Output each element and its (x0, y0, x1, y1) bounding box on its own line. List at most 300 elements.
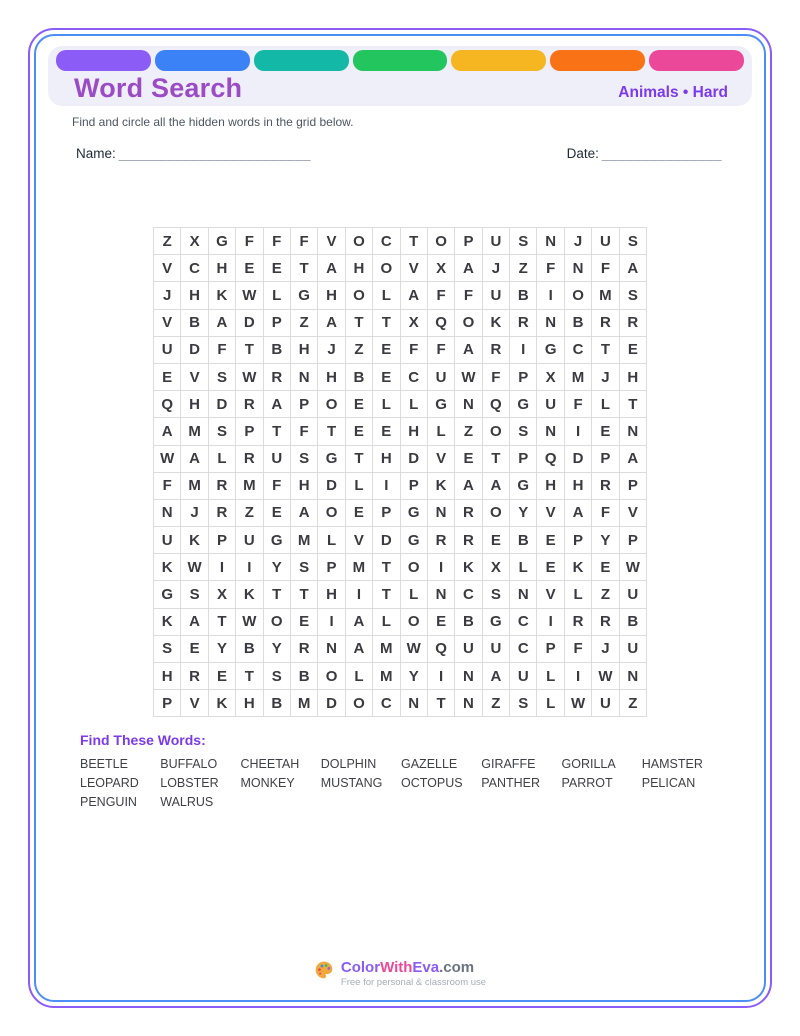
grid-cell: A (291, 500, 318, 527)
grid-cell: D (181, 337, 208, 364)
grid-cell: G (154, 581, 181, 608)
grid-cell: L (537, 690, 564, 717)
grid-cell: P (373, 500, 400, 527)
grid-cell: O (455, 310, 482, 337)
grid-cell: R (236, 391, 263, 418)
grid-cell: K (236, 581, 263, 608)
grid-cell: C (401, 364, 428, 391)
grid-cell: G (510, 473, 537, 500)
grid-cell: J (565, 228, 592, 255)
grid-cell: A (346, 609, 373, 636)
grid-cell: S (154, 636, 181, 663)
grid-cell: L (428, 418, 455, 445)
grid-cell: I (537, 282, 564, 309)
grid-cell: U (154, 527, 181, 554)
word-item: PANTHER (481, 776, 541, 791)
brand-part-eva: Eva (412, 959, 440, 976)
grid-cell: V (620, 500, 647, 527)
rainbow-segment (550, 50, 645, 71)
grid-cell: O (428, 228, 455, 255)
grid-cell: H (318, 581, 345, 608)
grid-cell: T (483, 446, 510, 473)
grid-cell: P (291, 391, 318, 418)
grid-cell: W (620, 554, 647, 581)
puzzle-grid-container (36, 227, 764, 717)
grid-cell: T (373, 554, 400, 581)
grid-cell: A (318, 255, 345, 282)
grid-cell: A (483, 663, 510, 690)
grid-cell: F (236, 228, 263, 255)
grid-cell: T (428, 690, 455, 717)
grid-cell: Z (620, 690, 647, 717)
grid-cell: R (592, 473, 619, 500)
word-item: MUSTANG (320, 776, 383, 791)
grid-cell: A (181, 609, 208, 636)
grid-cell: W (154, 446, 181, 473)
grid-cell: P (401, 473, 428, 500)
grid-cell: N (565, 255, 592, 282)
grid-cell: L (510, 554, 537, 581)
grid-cell: F (264, 473, 291, 500)
grid-cell: E (373, 337, 400, 364)
grid-cell: J (318, 337, 345, 364)
grid-cell: V (154, 310, 181, 337)
grid-cell: J (154, 282, 181, 309)
grid-cell: H (181, 391, 208, 418)
grid-cell: T (373, 310, 400, 337)
grid-cell: T (592, 337, 619, 364)
grid-cell: O (346, 282, 373, 309)
grid-cell: V (401, 255, 428, 282)
grid-cell: S (291, 554, 318, 581)
grid-cell: R (510, 310, 537, 337)
date-field (567, 146, 722, 161)
grid-cell: Q (428, 310, 455, 337)
grid-cell: N (510, 581, 537, 608)
category-difficulty-label (618, 84, 728, 102)
grid-cell: Q (154, 391, 181, 418)
grid-cell: Z (154, 228, 181, 255)
footer (36, 959, 764, 988)
footer-tagline: Free for personal & classroom use (340, 977, 487, 988)
grid-cell: B (620, 609, 647, 636)
word-item: GORILLA (561, 757, 616, 772)
grid-cell: T (236, 663, 263, 690)
grid-cell: K (154, 554, 181, 581)
grid-cell: I (209, 554, 236, 581)
grid-cell: Z (346, 337, 373, 364)
grid-cell: E (373, 418, 400, 445)
grid-cell: C (373, 690, 400, 717)
grid-cell: Y (264, 554, 291, 581)
grid-cell: H (291, 473, 318, 500)
grid-cell: R (592, 310, 619, 337)
word-item: WALRUS (160, 795, 214, 810)
grid-cell: T (264, 418, 291, 445)
grid-cell: V (181, 690, 208, 717)
grid-cell: U (483, 228, 510, 255)
grid-cell: H (346, 255, 373, 282)
grid-cell: P (537, 636, 564, 663)
grid-cell: G (483, 609, 510, 636)
grid-cell: V (318, 228, 345, 255)
grid-cell: R (483, 337, 510, 364)
word-item: CHEETAH (240, 757, 300, 772)
grid-cell: Z (455, 418, 482, 445)
grid-cell: W (236, 282, 263, 309)
grid-cell: P (209, 527, 236, 554)
grid-cell: D (209, 391, 236, 418)
grid-cell: K (209, 690, 236, 717)
grid-cell: H (318, 364, 345, 391)
grid-cell: N (291, 364, 318, 391)
grid-cell: I (510, 337, 537, 364)
grid-cell: U (620, 581, 647, 608)
grid-cell: Y (209, 636, 236, 663)
grid-cell: K (154, 609, 181, 636)
grid-cell: L (373, 391, 400, 418)
grid-cell: P (592, 446, 619, 473)
grid-cell: N (455, 690, 482, 717)
grid-cell: Z (236, 500, 263, 527)
grid-cell: S (620, 228, 647, 255)
rainbow-segment (649, 50, 744, 71)
grid-cell: L (401, 391, 428, 418)
grid-cell: H (565, 473, 592, 500)
grid-cell: W (236, 364, 263, 391)
grid-cell: O (483, 500, 510, 527)
grid-cell: R (455, 500, 482, 527)
word-item: GAZELLE (401, 757, 458, 772)
grid-cell: M (592, 282, 619, 309)
grid-cell: E (209, 663, 236, 690)
grid-cell: F (209, 337, 236, 364)
grid-cell: L (592, 391, 619, 418)
grid-cell: U (510, 663, 537, 690)
word-item: PENGUIN (80, 795, 137, 810)
name-field (76, 146, 311, 161)
rainbow-segment (56, 50, 151, 71)
grid-cell: H (620, 364, 647, 391)
grid-cell: U (592, 228, 619, 255)
grid-cell: S (510, 690, 537, 717)
grid-cell: E (236, 255, 263, 282)
grid-cell: E (346, 391, 373, 418)
grid-cell: W (455, 364, 482, 391)
worksheet-inner-frame (34, 34, 766, 1002)
grid-cell: P (154, 690, 181, 717)
grid-cell: F (565, 636, 592, 663)
grid-cell: R (592, 609, 619, 636)
grid-cell: A (565, 500, 592, 527)
grid-cell: M (373, 663, 400, 690)
grid-cell: A (455, 473, 482, 500)
grid-cell: D (373, 527, 400, 554)
grid-cell: E (592, 554, 619, 581)
grid-cell: U (483, 282, 510, 309)
grid-cell: S (483, 581, 510, 608)
grid-cell: N (537, 310, 564, 337)
grid-cell: S (620, 282, 647, 309)
grid-cell: R (209, 473, 236, 500)
grid-cell: D (318, 690, 345, 717)
grid-cell: J (483, 255, 510, 282)
grid-cell: T (291, 255, 318, 282)
grid-cell: R (209, 500, 236, 527)
grid-cell: F (592, 500, 619, 527)
grid-cell: V (428, 446, 455, 473)
grid-cell: F (455, 282, 482, 309)
grid-cell: H (154, 663, 181, 690)
grid-cell: F (264, 228, 291, 255)
grid-cell: M (565, 364, 592, 391)
grid-cell: H (318, 282, 345, 309)
grid-cell: V (537, 581, 564, 608)
rainbow-segment (451, 50, 546, 71)
date-label: Date: (566, 146, 599, 161)
grid-cell: A (181, 446, 208, 473)
grid-cell: A (401, 282, 428, 309)
grid-cell: A (318, 310, 345, 337)
grid-cell: I (373, 473, 400, 500)
name-blank-line: ________________________ (118, 146, 311, 161)
grid-cell: P (620, 527, 647, 554)
grid-cell: O (401, 609, 428, 636)
grid-cell: P (318, 554, 345, 581)
grid-cell: P (620, 473, 647, 500)
grid-cell: I (565, 418, 592, 445)
grid-cell: P (565, 527, 592, 554)
grid-cell: F (592, 255, 619, 282)
grid-cell: E (264, 500, 291, 527)
grid-cell: I (537, 609, 564, 636)
grid-cell: T (318, 418, 345, 445)
grid-cell: N (620, 418, 647, 445)
grid-cell: E (264, 255, 291, 282)
grid-cell: L (209, 446, 236, 473)
word-list-title: Find These Words: (80, 732, 206, 749)
grid-cell: L (346, 473, 373, 500)
grid-cell: T (620, 391, 647, 418)
grid-cell: R (236, 446, 263, 473)
grid-cell: D (565, 446, 592, 473)
grid-cell: B (510, 527, 537, 554)
grid-cell: A (620, 255, 647, 282)
grid-cell: U (236, 527, 263, 554)
grid-cell: U (154, 337, 181, 364)
grid-cell: O (483, 418, 510, 445)
grid-cell: S (264, 663, 291, 690)
grid-cell: E (592, 418, 619, 445)
grid-cell: A (483, 473, 510, 500)
grid-cell: M (181, 473, 208, 500)
grid-cell: E (537, 527, 564, 554)
grid-cell: P (236, 418, 263, 445)
grid-cell: C (455, 581, 482, 608)
word-item: PELICAN (641, 776, 696, 791)
brand-part-with: With (380, 959, 413, 976)
grid-cell: U (483, 636, 510, 663)
grid-cell: X (401, 310, 428, 337)
grid-cell: M (236, 473, 263, 500)
grid-cell: L (264, 282, 291, 309)
grid-cell: M (291, 690, 318, 717)
grid-cell: A (455, 255, 482, 282)
grid-cell: Z (291, 310, 318, 337)
grid-cell: U (264, 446, 291, 473)
header-row (56, 71, 744, 105)
brand-tld: .com (439, 959, 475, 976)
grid-cell: H (373, 446, 400, 473)
grid-cell: Y (264, 636, 291, 663)
grid-cell: A (346, 636, 373, 663)
grid-cell: W (236, 609, 263, 636)
grid-cell: W (401, 636, 428, 663)
grid-cell: N (428, 500, 455, 527)
grid-cell: B (264, 690, 291, 717)
grid-cell: U (428, 364, 455, 391)
grid-cell: M (291, 527, 318, 554)
grid-cell: M (181, 418, 208, 445)
grid-cell: U (537, 391, 564, 418)
grid-cell: E (537, 554, 564, 581)
grid-cell: D (401, 446, 428, 473)
grid-cell: N (455, 663, 482, 690)
grid-cell: T (264, 581, 291, 608)
grid-cell: E (291, 609, 318, 636)
grid-cell: Z (510, 255, 537, 282)
rainbow-bar (56, 50, 744, 71)
grid-cell: N (537, 418, 564, 445)
grid-cell: Y (401, 663, 428, 690)
grid-cell: N (620, 663, 647, 690)
palette-icon (314, 960, 334, 980)
word-item: BEETLE (80, 757, 128, 772)
grid-cell: B (236, 636, 263, 663)
grid-cell: F (428, 337, 455, 364)
word-item: GIRAFFE (481, 757, 536, 772)
difficulty-label: Hard (692, 84, 728, 101)
grid-cell: A (620, 446, 647, 473)
name-label: Name: (76, 146, 116, 161)
grid-cell: L (537, 663, 564, 690)
word-item: BUFFALO (160, 757, 218, 772)
header-band (48, 46, 752, 106)
word-item: OCTOPUS (401, 776, 463, 791)
grid-cell: L (373, 282, 400, 309)
grid-cell: C (181, 255, 208, 282)
brand-part-color: Color (340, 959, 381, 976)
grid-cell: R (181, 663, 208, 690)
grid-cell: S (209, 364, 236, 391)
grid-cell: E (620, 337, 647, 364)
grid-cell: I (565, 663, 592, 690)
grid-cell: V (537, 500, 564, 527)
grid-cell: L (401, 581, 428, 608)
grid-cell: J (181, 500, 208, 527)
grid-cell: Z (483, 690, 510, 717)
grid-cell: F (537, 255, 564, 282)
grid-cell: Z (592, 581, 619, 608)
grid-cell: G (428, 391, 455, 418)
instructions-text: Find and circle all the hidden words in the grid below. (72, 115, 354, 129)
grid-cell: G (209, 228, 236, 255)
grid-cell: S (209, 418, 236, 445)
grid-cell: T (373, 581, 400, 608)
grid-cell: K (181, 527, 208, 554)
grid-cell: F (154, 473, 181, 500)
grid-cell: H (236, 690, 263, 717)
grid-cell: N (154, 500, 181, 527)
grid-cell: H (181, 282, 208, 309)
grid-cell: E (483, 527, 510, 554)
grid-cell: V (154, 255, 181, 282)
grid-cell: G (537, 337, 564, 364)
category-label: Animals (618, 84, 679, 101)
grid-cell: E (346, 500, 373, 527)
grid-cell: D (236, 310, 263, 337)
grid-cell: F (483, 364, 510, 391)
grid-cell: E (373, 364, 400, 391)
grid-cell: X (428, 255, 455, 282)
word-item: LEOPARD (80, 776, 139, 791)
grid-cell: G (510, 391, 537, 418)
grid-cell: N (318, 636, 345, 663)
grid-cell: O (318, 391, 345, 418)
grid-cell: K (428, 473, 455, 500)
grid-cell: R (428, 527, 455, 554)
grid-cell: E (428, 609, 455, 636)
name-date-row (76, 146, 722, 161)
grid-cell: A (455, 337, 482, 364)
grid-cell: B (346, 364, 373, 391)
grid-cell: X (181, 228, 208, 255)
rainbow-segment (254, 50, 349, 71)
grid-cell: F (401, 337, 428, 364)
grid-cell: A (209, 310, 236, 337)
word-item: MONKEY (240, 776, 295, 791)
grid-cell: V (346, 527, 373, 554)
grid-cell: W (565, 690, 592, 717)
worksheet-card (28, 28, 772, 1008)
grid-cell: C (510, 636, 537, 663)
grid-cell: I (318, 609, 345, 636)
grid-cell: U (620, 636, 647, 663)
grid-cell: K (455, 554, 482, 581)
grid-cell: M (346, 554, 373, 581)
grid-cell: A (264, 391, 291, 418)
grid-cell: P (264, 310, 291, 337)
grid-cell: W (181, 554, 208, 581)
grid-cell: S (181, 581, 208, 608)
grid-cell: X (537, 364, 564, 391)
grid-cell: N (428, 581, 455, 608)
grid-cell: P (455, 228, 482, 255)
word-item: DOLPHIN (320, 757, 377, 772)
grid-cell: E (346, 418, 373, 445)
grid-cell: K (483, 310, 510, 337)
grid-cell: H (209, 255, 236, 282)
word-item: HAMSTER (641, 757, 703, 772)
grid-cell: F (565, 391, 592, 418)
grid-cell: B (181, 310, 208, 337)
footer-text-block (341, 959, 486, 988)
grid-cell: X (483, 554, 510, 581)
grid-cell: H (401, 418, 428, 445)
grid-cell: L (318, 527, 345, 554)
word-item: LOBSTER (160, 776, 219, 791)
grid-cell: N (401, 690, 428, 717)
